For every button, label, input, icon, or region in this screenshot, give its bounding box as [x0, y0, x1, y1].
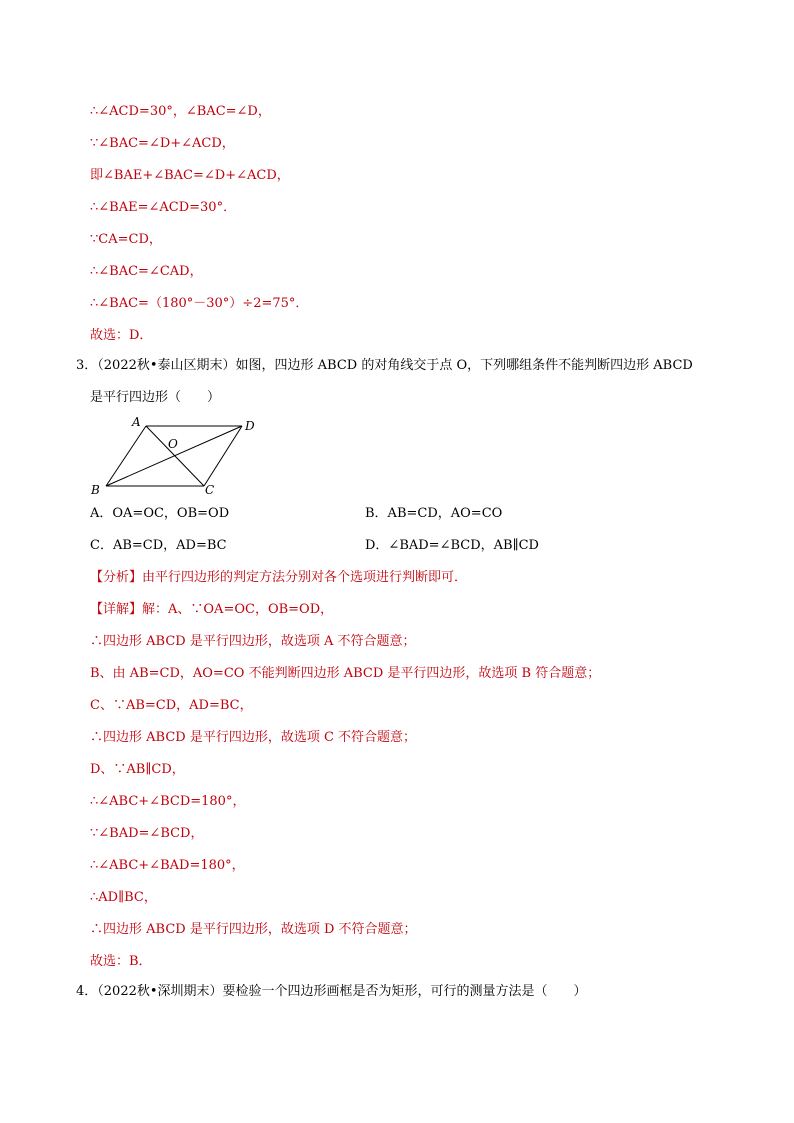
analysis-tag: 【分析】 — [90, 570, 143, 585]
label-a: A — [132, 415, 141, 429]
detail-line: D、∵AB∥CD， — [90, 762, 185, 777]
detail-line: ∴∠ABC+∠BAD=180°， — [90, 858, 245, 873]
detail-first — [90, 600, 333, 620]
detail-line: 解：A、∵OA=OC，OB=OD， — [142, 602, 334, 617]
question-3-stem-line2: 是平行四边形（ ） — [90, 390, 221, 405]
detail-line: ∵∠BAD=∠BCD， — [90, 826, 204, 841]
label-b: B — [91, 483, 100, 497]
solution-line: ∴∠ACD=30°，∠BAC=∠D， — [90, 104, 271, 119]
detail-line: C、∵AB=CD，AD=BC， — [90, 698, 253, 713]
parallelogram-figure — [88, 412, 268, 498]
solution-line: ∴∠BAE=∠ACD=30°． — [90, 200, 237, 215]
solution-line: 故选：D． — [90, 328, 153, 343]
solution-line: ∴∠BAC=（180°－30°）÷2=75°． — [90, 296, 309, 311]
solution-line: ∴∠BAC=∠CAD， — [90, 264, 203, 279]
question-3-stem-line1: 3．（2022秋•泰山区期末）如图，四边形 ABCD 的对角线交于点 O，下列哪组条件不能判断四边形 ABCD — [76, 358, 693, 373]
edge-dc — [204, 426, 242, 486]
question-4-stem: 4．（2022秋•深圳期末）要检验一个四边形画框是否为矩形，可行的测量方法是（ ） — [76, 984, 587, 999]
detail-line: B、由 AB=CD，AO=CO 不能判断四边形 ABCD 是平行四边形，故选项 B 符合题意； — [90, 666, 601, 681]
solution-line: ∵∠BAC=∠D+∠ACD， — [90, 136, 235, 151]
detail-tag: 【详解】 — [90, 602, 143, 617]
solution-line: 即∠BAE+∠BAC=∠D+∠ACD， — [90, 168, 290, 183]
solution-line: ∵CA=CD， — [90, 232, 162, 247]
label-o: O — [168, 437, 178, 451]
detail-line: ∴四边形 ABCD 是平行四边形，故选项 D 不符合题意； — [90, 922, 417, 937]
detail-line: ∴∠ABC+∠BCD=180°， — [90, 794, 246, 809]
label-d: D — [245, 419, 255, 433]
option-a: A．OA=OC，OB=OD — [90, 506, 230, 521]
detail-line: ∴四边形 ABCD 是平行四边形，故选项 A 不符合题意； — [90, 634, 416, 649]
detail-line: 故选：B． — [90, 954, 152, 969]
detail-line: ∴AD∥BC， — [90, 890, 157, 905]
detail-line: ∴四边形 ABCD 是平行四边形，故选项 C 不符合题意； — [90, 730, 417, 745]
analysis-text: 由平行四边形的判定方法分别对各个选项进行判断即可． — [142, 570, 468, 585]
option-b: B．AB=CD，AO=CO — [365, 506, 503, 521]
option-d: D．∠BAD=∠BCD，AB∥CD — [365, 538, 539, 553]
option-c: C．AB=CD，AD=BC — [90, 538, 227, 553]
label-c: C — [205, 483, 215, 497]
analysis — [90, 568, 467, 588]
